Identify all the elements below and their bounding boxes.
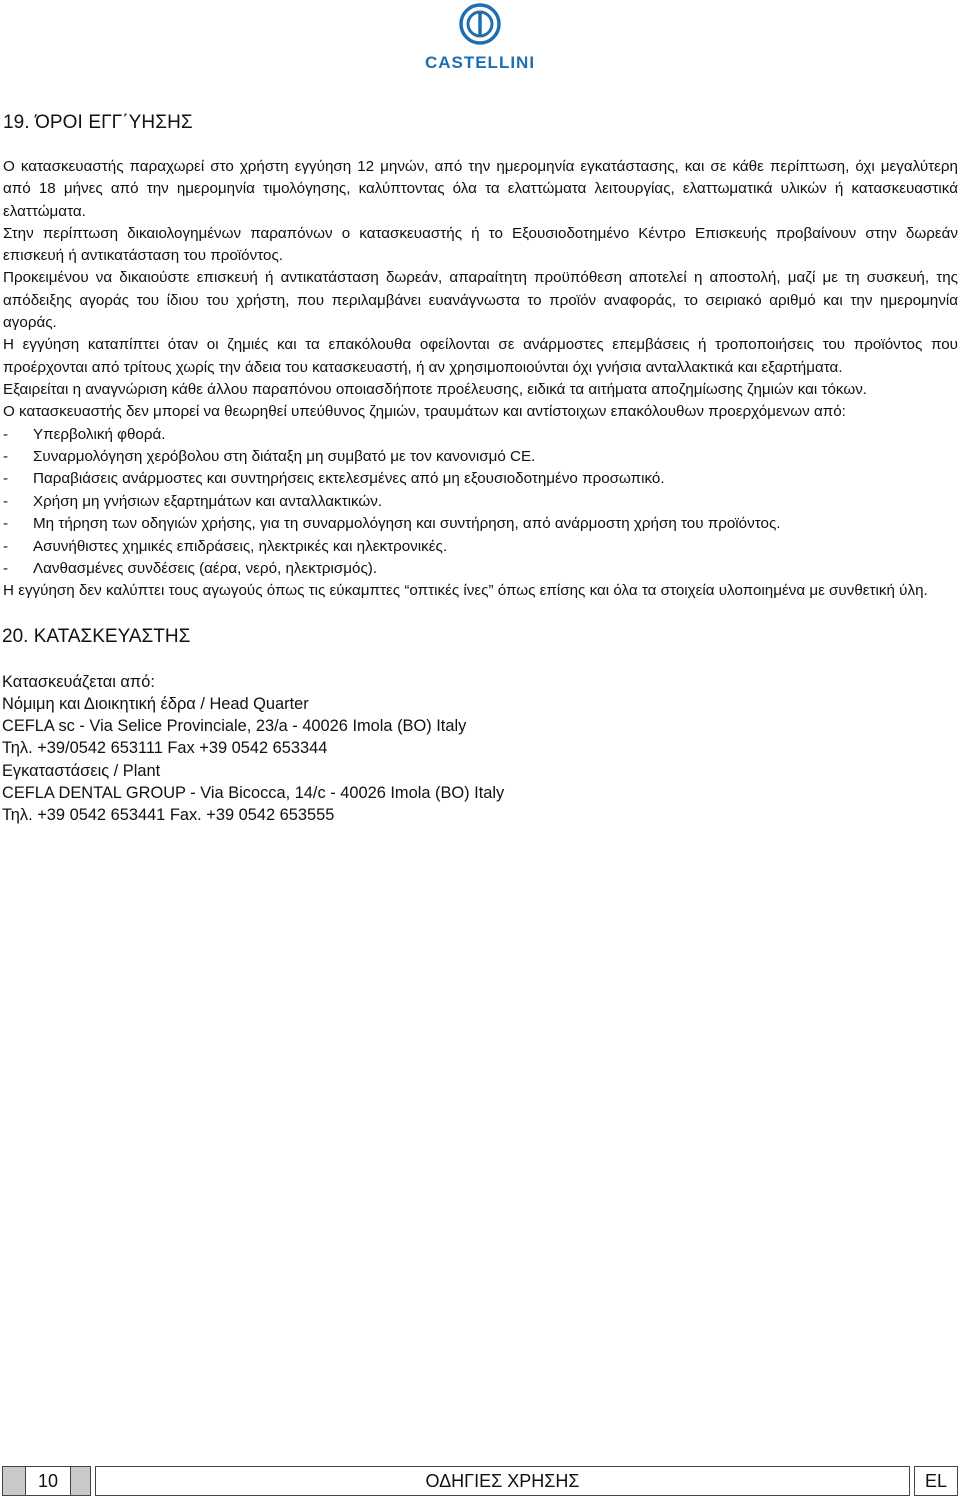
section-19-heading: 19. ΌΡΟΙ ΕΓΓ΄ΥΗΣΗΣ xyxy=(3,112,193,133)
castellini-logo xyxy=(408,2,552,74)
contact-line: Νόμιμη και Διοικητική έδρα / Head Quarter xyxy=(2,694,309,713)
paragraph: Εξαιρείται η αναγνώριση κάθε άλλου παραπόνου οποιασδήποτε προέλευσης, ειδικά τα αιτήματα αποζημίωσης ζημιών και τόκων. xyxy=(3,380,868,398)
list-item: - Ασυνήθιστες χημικές επιδράσεις, ηλεκτρικές και ηλεκτρονικές. xyxy=(3,537,448,555)
paragraph: Ο κατασκευαστής δεν μπορεί να θεωρηθεί υπεύθυνος ζημιών, τραυμάτων και αντίστοιχων επακόλουθων προερχόμενων από: xyxy=(3,403,846,421)
footer-title: ΟΔΗΓΙΕΣ ΧΡΗΣΗΣ xyxy=(95,1466,910,1496)
page-number: 10 xyxy=(25,1467,71,1495)
list-item: - Χρήση μη γνήσιων εξαρτημάτων και ανταλλακτικών. xyxy=(3,492,383,510)
section-20-heading: 20. ΚΑΤΑΣΚΕΥΑΣΤΗΣ xyxy=(2,625,191,647)
page-number-box xyxy=(2,1466,91,1496)
contact-line: Κατασκευάζεται από: xyxy=(2,672,155,691)
manufacturer-contact xyxy=(0,671,958,826)
language-code: EL xyxy=(914,1466,958,1496)
paragraph: Προκειμένου να δικαιούστε επισκευή ή αντικατάσταση δωρεάν, απαραίτητη προϋπόθεση αποτελεί η αποστολή, μαζί με τη συσκευή, της απόδειξης αγοράς του ίδιου του χρήστη, που περιλαμβάνει ευανάγνωστα το προϊόν αναφοράς, το σειριακό αριθμό και την ημερομηνία αγοράς. xyxy=(3,269,958,332)
page-footer xyxy=(0,1466,958,1496)
contact-line: Τηλ. +39 0542 653441 Fax. +39 0542 653555 xyxy=(2,805,335,824)
paragraph: Στην περίπτωση δικαιολογημένων παραπόνων ο κατασκευαστής ή το Εξουσιοδοτημένο Κέντρο Επισκευής προβαίνουν στην δωρεάν επισκευή ή αντικατάσταση του προϊόντος. xyxy=(3,224,958,265)
contact-line: Τηλ. +39/0542 653111 Fax +39 0542 653344 xyxy=(2,739,328,758)
paragraph: Ο κατασκευαστής παραχωρεί στο χρήστη εγγύηση 12 μηνών, από την ημερομηνία εγκατάστασης, και σε κάθε περίπτωση, όχι μεγαλύτερη από 18 μήνες από την ημερομηνία τιμολόγησης, καλύπτοντας όλα τα ελαττώματα λειτουργίας, ελαττωματικά υλικών ή κατασκευαστικά ελαττώματα. xyxy=(3,158,958,220)
list-item: - Μη τήρηση των οδηγιών χρήσης, για τη συναρμολόγηση και συντήρηση, από ανάρμοστη χρήση του προϊόντος. xyxy=(3,515,781,533)
list-item: - Παραβιάσεις ανάρμοστες και συντηρήσεις εκτελεσμένες από μη εξουσιοδοτημένο προσωπικό. xyxy=(3,470,665,488)
list-item: - Συναρμολόγηση χερόβολου στη διάταξη μη συμβατό με τον κανονισμό CE. xyxy=(3,447,536,465)
paragraph: Η εγγύηση καταπίπτει όταν οι ζημιές και τα επακόλουθα οφείλονται σε ανάρμοστες επεμβάσεις ή τροποποιήσεις του προϊόντος που προέρχονται από τρίτους χωρίς την άδεια του κατασκευαστή, ή αν χρησιμοποιούνται όχι γνήσια ανταλλακτικά και εξαρτήματα. xyxy=(3,336,958,376)
list-item: - Λανθασμένες συνδέσεις (αέρα, νερό, ηλεκτρισμός). xyxy=(3,560,378,577)
manufacturer-section xyxy=(0,626,958,826)
contact-line: CEFLA sc - Via Selice Provinciale, 23/a - 40026 Imola (BO) Italy xyxy=(2,717,467,736)
contact-line: Εγκαταστάσεις / Plant xyxy=(2,761,161,780)
logo-text: CASTELLINI xyxy=(424,53,536,72)
closing-paragraph: Η εγγύηση δεν καλύπτει τους αγωγούς όπως τις εύκαμπτες “οπτικές ίνες” όπως επίσης και όλα τα στοιχεία υλοποιημένα με συνθετική ύλη. xyxy=(3,582,928,600)
document-body xyxy=(0,112,958,826)
contact-line: CEFLA DENTAL GROUP - Via Bicocca, 14/c - 40026 Imola (BO) Italy xyxy=(2,783,505,802)
exclusions-list xyxy=(0,424,958,581)
list-item: - Υπερβολική φθορά. xyxy=(3,425,166,443)
